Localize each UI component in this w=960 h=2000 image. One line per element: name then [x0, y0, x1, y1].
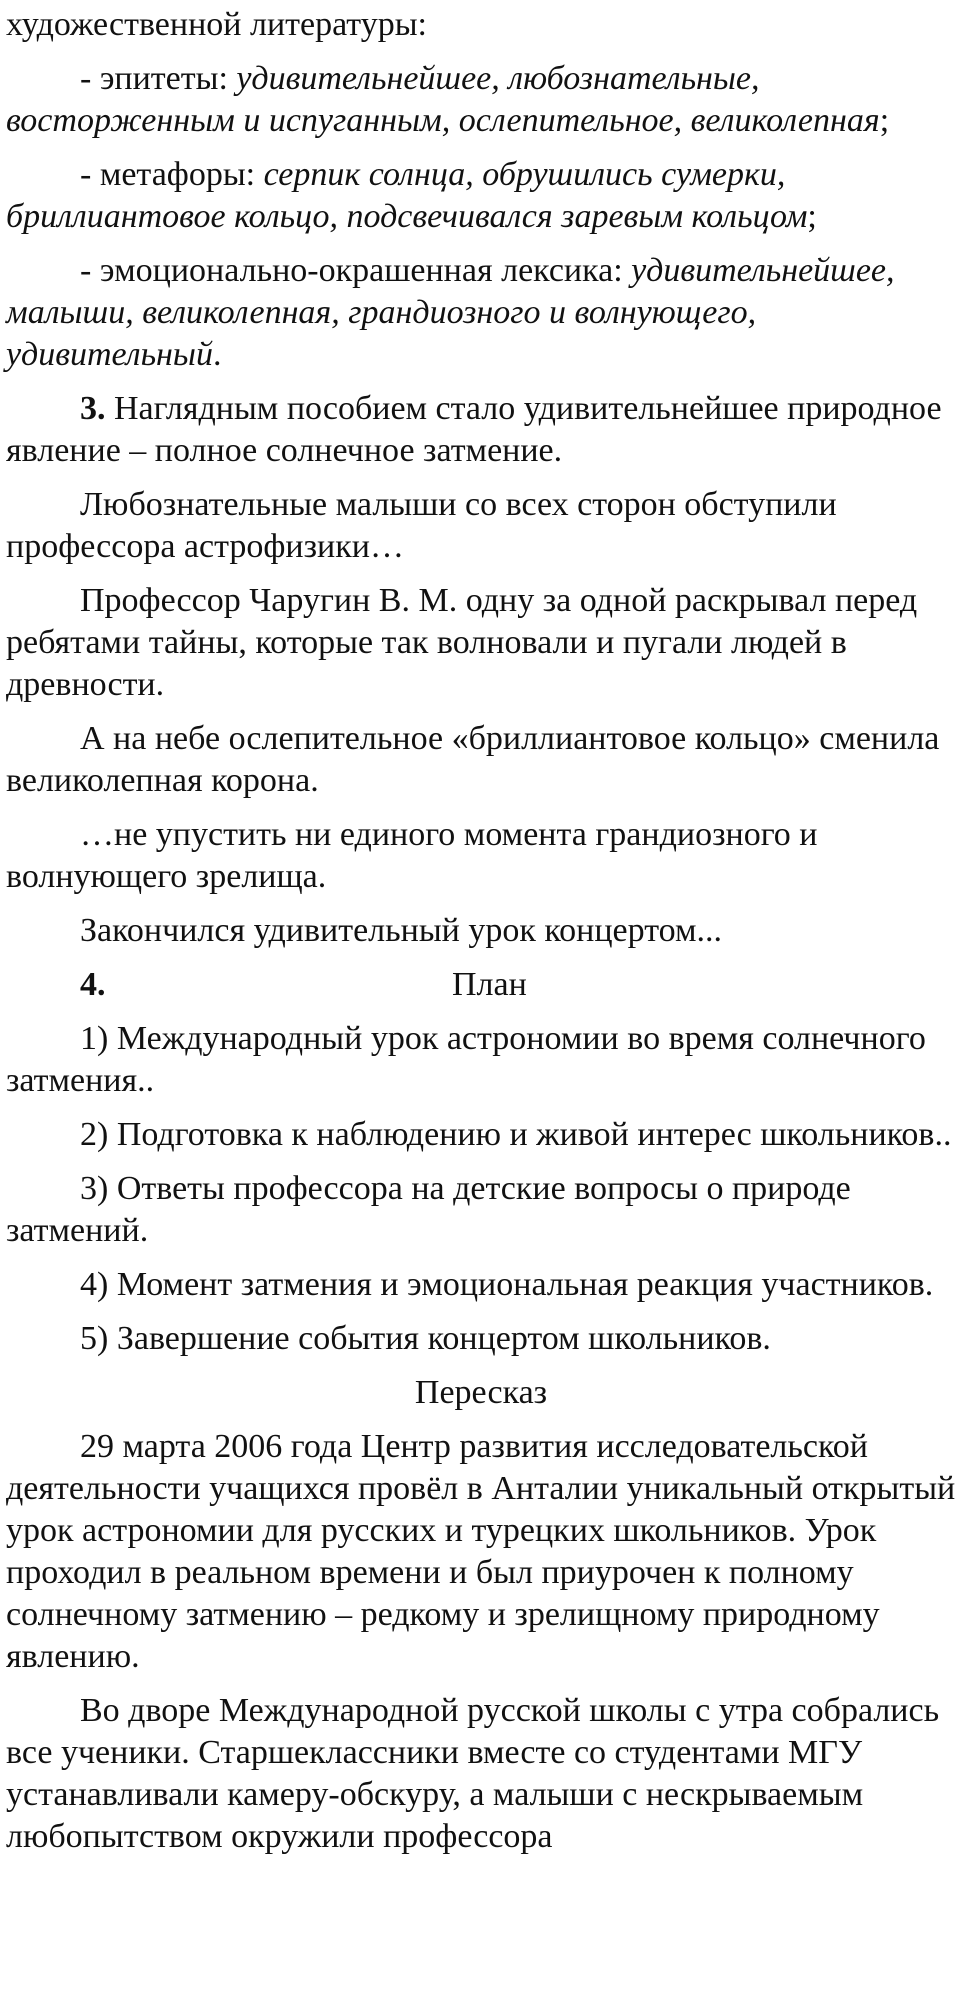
- plan-item: 3) Ответы профессора на детские вопросы о природе затмений.: [6, 1170, 851, 1249]
- task3-sentence-3: Профессор Чаругин В. М. одну за одной раскрывал перед ребятами тайны, которые так волновали и пугали людей в древности.: [6, 582, 918, 703]
- retell-paragraph: 29 марта 2006 года Центр развития исследовательской деятельности учащихся провёл в Анталии уникальный открытый урок астрономии для русских и турецких школьников. Урок проходил в реальном времени и был приурочен к полному солнечному затмению – редкому и зрелищному природному явлению.: [6, 1428, 956, 1675]
- retell-paragraph: Во дворе Международной русской школы с утра собрались все ученики. Старшеклассники вместе со студентами МГУ устанавливали камеру-обскуру, а малыши с нескрываемым любопытством окружили профессора: [6, 1692, 940, 1855]
- metaphors-examples: серпик солнца, обрушились сумерки, бриллиантовое кольцо, подсвечивался заревым кольцом: [6, 156, 808, 235]
- task3-sentence-5: …не упустить ни единого момента грандиозного и волнующего зрелища.: [6, 816, 818, 895]
- task3-sentence-1: [6, 388, 956, 472]
- metaphors-label: - метафоры:: [80, 156, 264, 193]
- emotional-lexicon-paragraph: [6, 250, 956, 376]
- task3-number: 3.: [80, 390, 106, 427]
- plan-heading: [6, 964, 956, 1006]
- plan-item: 5) Завершение события концертом школьников.: [80, 1320, 771, 1357]
- emotional-lexicon-examples: удивительнейшее, малыши, великолепная, грандиозного и волнующего, удивительный: [6, 252, 895, 373]
- intro-line: художественной литературы:: [6, 6, 427, 43]
- plan-item: 2) Подготовка к наблюдению и живой интерес школьников..: [80, 1116, 952, 1153]
- plan-item: 4) Момент затмения и эмоциональная реакция участников.: [80, 1266, 934, 1303]
- retell-title: Пересказ: [414, 1374, 548, 1411]
- task3-sentence-text: Наглядным пособием стало удивительнейшее природное явление – полное солнечное затмение.: [6, 390, 942, 469]
- epithets-label: - эпитеты:: [80, 60, 237, 97]
- metaphors-end: ;: [807, 198, 817, 235]
- metaphors-paragraph: [6, 154, 956, 238]
- emotional-lexicon-label: - эмоционально-окрашенная лексика:: [80, 252, 632, 289]
- epithets-paragraph: [6, 58, 956, 142]
- epithets-end: ;: [879, 102, 890, 139]
- task3-sentence-4: А на небе ослепительное «бриллиантовое кольцо» сменила великолепная корона.: [6, 720, 940, 799]
- emotional-lexicon-end: .: [212, 336, 222, 373]
- task3-sentence-6: Закончился удивительный урок концертом...: [80, 912, 722, 949]
- plan-title: План: [452, 966, 527, 1003]
- task3-sentence-2: Любознательные малыши со всех сторон обступили профессора астрофизики…: [6, 486, 837, 565]
- plan-item: 1) Международный урок астрономии во время солнечного затмения..: [6, 1020, 926, 1099]
- task4-number: 4.: [80, 966, 106, 1003]
- epithets-examples: удивительнейшее, любознательные, восторженным и испуганным, ослепительное, великолепная: [6, 60, 880, 139]
